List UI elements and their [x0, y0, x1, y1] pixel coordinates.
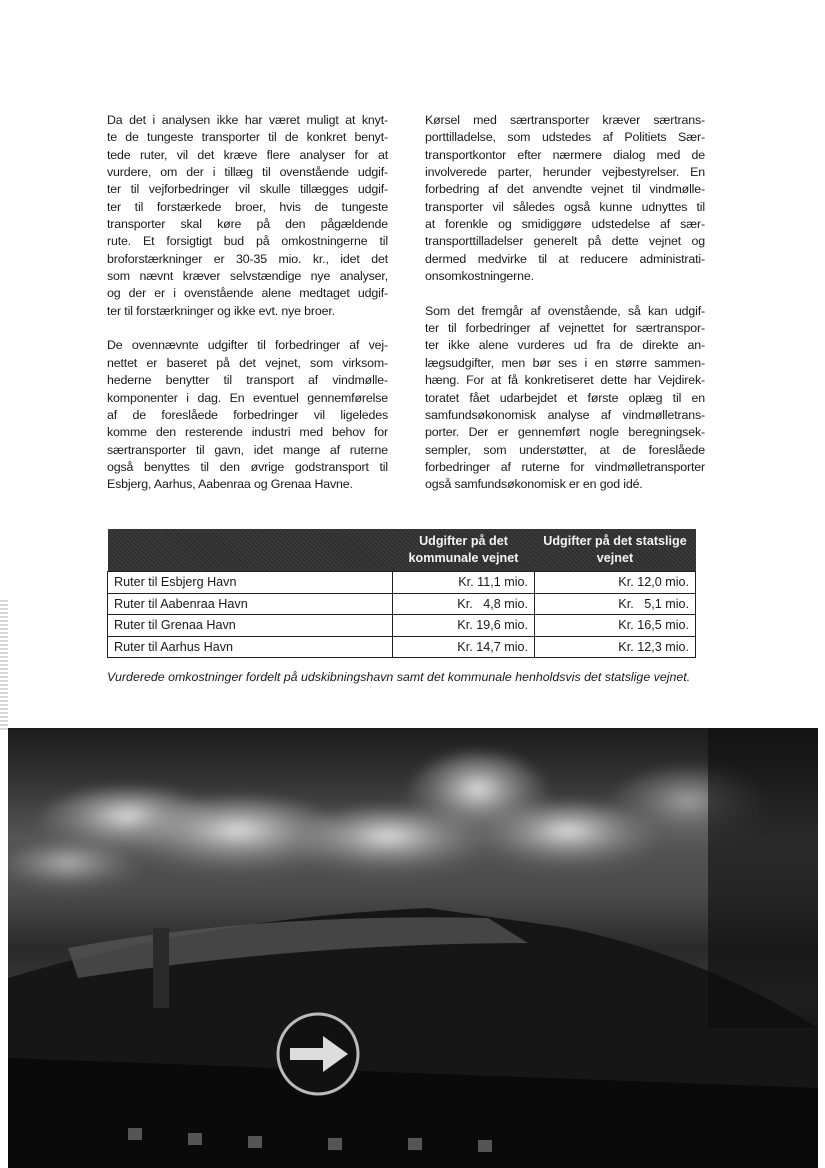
right-column	[425, 112, 705, 494]
text-line: forbedringer af ruterne for vindmølletransporter	[425, 459, 705, 474]
paragraph	[425, 303, 705, 494]
text-line: ter ikke alene vurderes ud fra de direkte an-	[425, 338, 705, 353]
cost-table	[107, 529, 696, 658]
municipal-cost-cell: Kr. 4,8 mio.	[393, 593, 535, 615]
text-line: Da det i analysen ikke har været muligt at knyt-	[107, 113, 388, 127]
text-line: porttilladelse, som udstedes af Politiets Sær-	[425, 130, 705, 145]
table-row	[108, 636, 696, 658]
text-line: Kørsel med særtransporter kræver særtrans-	[425, 113, 705, 127]
text-line: transportkontor efter nærmere dialog med de	[425, 147, 705, 162]
header-state-roads: Udgifter på det statslige vejnet	[535, 529, 696, 572]
text-line: te de tungeste transporter til de konkret benyt-	[107, 130, 388, 145]
text-line: rute. Et forsigtigt bud på omkostningerne til	[107, 234, 388, 249]
route-cell: Ruter til Grenaa Havn	[108, 615, 393, 637]
text-line: Esbjerg, Aarhus, Aabenraa og Grenaa Havne.	[107, 477, 353, 492]
text-line: ter til forbedringer af vejnettet for særtranspor-	[425, 321, 705, 336]
table-caption: Vurderede omkostninger fordelt på udskibningshavn samt det kommunale henholdsvis det statslige vejnet.	[107, 670, 691, 684]
scan-edge	[0, 600, 8, 730]
paragraph	[107, 337, 388, 493]
text-line: tede ruter, vil det kræve flere analyser for at	[107, 147, 388, 162]
text-line: toratet fået udarbejdet et første oplæg til en	[425, 390, 705, 405]
text-line: og der er i ovenstående alene medtaget udgif-	[107, 286, 388, 301]
text-line: ter til forstærkninger og ikke evt. nye broer.	[107, 303, 335, 318]
text-line: transporter vil således også kunne udnyttes til	[425, 199, 705, 214]
state-cost-cell: Kr. 12,0 mio.	[535, 572, 696, 594]
text-line: transporttilladelser generelt på dette vejnet og	[425, 234, 705, 249]
text-line: dermed medvirke til at reducere administrati-	[425, 251, 705, 266]
text-line: hederne benytter til transport af vindmølle-	[107, 373, 388, 388]
municipal-cost-cell: Kr. 11,1 mio.	[393, 572, 535, 594]
clouds	[8, 753, 768, 893]
text-line: De ovennævnte udgifter til forbedringer af vej-	[107, 338, 388, 353]
table-row	[108, 593, 696, 615]
text-line: onsomkostningerne.	[425, 269, 534, 284]
paragraph	[107, 112, 388, 320]
text-line: hæng. For at få konkretiseret dette har Vejdirek-	[425, 373, 705, 388]
text-line: sempler, som understøtter, at de foreslåede	[425, 442, 705, 457]
text-line: komme den resterende industri med behov for	[107, 425, 388, 440]
text-line: også benyttes til den øvrige godstransport til	[107, 459, 388, 474]
text-line: ter til forstærkede broer, hvis de tungeste	[107, 199, 388, 214]
route-cell: Ruter til Aabenraa Havn	[108, 593, 393, 615]
text-line: vurdere, om der i tillæg til ovenstående udgif-	[107, 165, 388, 180]
state-cost-cell: Kr. 5,1 mio.	[535, 593, 696, 615]
text-line: ter til vejforbedringer vil skulle tillægges udgif-	[107, 182, 388, 197]
road-photo	[8, 728, 818, 1168]
route-cell: Ruter til Aarhus Havn	[108, 636, 393, 658]
paragraph	[425, 112, 705, 285]
text-line: nettet er baseret på det vejnet, som virksom-	[107, 355, 388, 370]
municipal-cost-cell: Kr. 14,7 mio.	[393, 636, 535, 658]
text-line: som nævnt kræver selvstændige nye analyser,	[107, 269, 388, 284]
header-route	[108, 529, 393, 572]
table-row	[108, 572, 696, 594]
left-column	[107, 112, 388, 494]
text-line: involverede parter, herunder vejbestyrelser. En	[425, 165, 705, 180]
table-header-row	[108, 529, 696, 572]
direction-sign-icon	[278, 1014, 358, 1094]
route-cell: Ruter til Esbjerg Havn	[108, 572, 393, 594]
text-line: transporter skal køre på den pågældende	[107, 217, 388, 232]
table-row	[108, 615, 696, 637]
text-line: særtransporter til gavn, idet mange af ruterne	[107, 442, 388, 457]
text-line: også samfundsøkonomisk er en god idé.	[425, 477, 643, 492]
text-line: porter. Der er gennemført nogle beregningsek-	[425, 425, 705, 440]
text-line: forbedring af det anvendte vejnet til vindmølle-	[425, 182, 705, 197]
municipal-cost-cell: Kr. 19,6 mio.	[393, 615, 535, 637]
text-line: komponenter i dag. En eventuel gennemførelse	[107, 390, 388, 405]
header-municipal-roads: Udgifter på det kommunale vejnet	[393, 529, 535, 572]
text-line: samfundsøkonomisk analyse af vindmølletrans-	[425, 407, 705, 422]
text-line: at forenkle og smidiggøre udstedelse af sær-	[425, 217, 705, 232]
text-line: Som det fremgår af ovenstående, så kan udgif-	[425, 303, 705, 318]
text-line: broforstærkninger er 30-35 mio. kr., idet det	[107, 251, 388, 266]
text-line: lægsudgifter, men bør ses i en større sammen-	[425, 355, 705, 370]
state-cost-cell: Kr. 12,3 mio.	[535, 636, 696, 658]
text-line: af de foreslåede forbedringer vil ligeledes	[107, 407, 388, 422]
state-cost-cell: Kr. 16,5 mio.	[535, 615, 696, 637]
